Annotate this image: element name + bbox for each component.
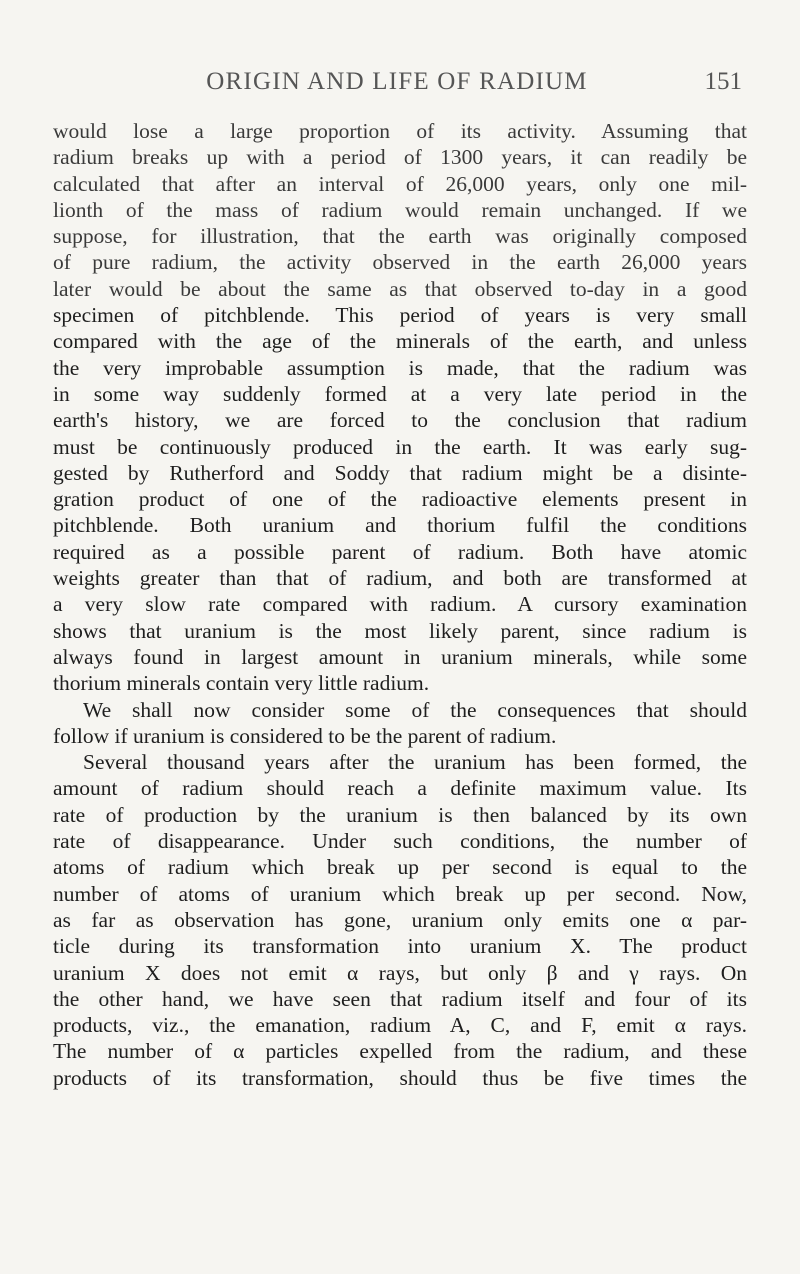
text-line: in some way suddenly formed at a very late period in the	[53, 381, 747, 406]
text-line: must be continuously produced in the earth. It was early sug-	[53, 434, 747, 459]
text-line: always found in largest amount in uranium minerals, while some	[53, 644, 747, 669]
text-line: a very slow rate compared with radium. A cursory examination	[53, 592, 747, 617]
text-line: products of its transformation, should thus be five times the	[53, 1065, 747, 1090]
text-line: The number of α particles expelled from the radium, and these	[53, 1039, 747, 1064]
text-line: gested by Rutherford and Soddy that radium might be a disinte-	[53, 460, 747, 485]
page-number: 151	[704, 68, 742, 95]
text-line: We shall now consider some of the consequences that should	[83, 697, 747, 722]
text-line: later would be about the same as that observed to-day in a good	[53, 276, 747, 301]
text-line: pitchblende. Both uranium and thorium fulfil the conditions	[53, 513, 747, 538]
text-line: of pure radium, the activity observed in the earth 26,000 years	[53, 250, 747, 275]
text-line: follow if uranium is considered to be the parent of radium.	[53, 723, 557, 748]
text-line: uranium X does not emit α rays, but only β and γ rays. On	[53, 960, 747, 985]
text-line: would lose a large proportion of its activity. Assuming that	[53, 119, 747, 143]
text-line: the other hand, we have seen that radium itself and four of its	[53, 986, 747, 1011]
text-line: radium breaks up with a period of 1300 years, it can readily be	[53, 145, 747, 170]
text-line: atoms of radium which break up per second is equal to the	[53, 855, 747, 880]
running-head-title: ORIGIN AND LIFE OF RADIUM	[206, 68, 588, 95]
text-line: required as a possible parent of radium. Both have atomic	[53, 539, 747, 564]
text-line: thorium minerals contain very little radium.	[53, 671, 430, 696]
text-line: as far as observation has gone, uranium only emits one α par-	[53, 907, 747, 932]
text-line: compared with the age of the minerals of the earth, and unless	[53, 329, 747, 354]
text-line: gration product of one of the radioactive elements present in	[53, 487, 747, 512]
text-line: Several thousand years after the uranium has been formed, the	[83, 750, 747, 775]
text-line: specimen of pitchblende. This period of years is very small	[53, 303, 747, 328]
text-line: weights greater than that of radium, and both are transformed at	[53, 566, 747, 591]
text-line: amount of radium should reach a definite maximum value. Its	[53, 776, 747, 801]
text-line: earth's history, we are forced to the conclusion that radium	[53, 408, 747, 433]
body-text	[53, 118, 747, 1091]
text-line: the very improbable assumption is made, that the radium was	[53, 355, 747, 380]
text-line: number of atoms of uranium which break up per second. Now,	[53, 881, 747, 906]
text-line: products, viz., the emanation, radium A, C, and F, emit α rays.	[53, 1013, 747, 1038]
text-line: rate of production by the uranium is then balanced by its own	[53, 802, 747, 827]
running-head	[52, 64, 742, 104]
text-line: suppose, for illustration, that the earth was originally composed	[53, 224, 747, 249]
text-line: calculated that after an interval of 26,000 years, only one mil-	[53, 171, 747, 196]
text-line: shows that uranium is the most likely parent, since radium is	[53, 618, 747, 643]
text-line: lionth of the mass of radium would remain unchanged. If we	[53, 197, 747, 222]
text-line: rate of disappearance. Under such conditions, the number of	[53, 829, 747, 854]
text-line: ticle during its transformation into uranium X. The product	[53, 934, 747, 959]
